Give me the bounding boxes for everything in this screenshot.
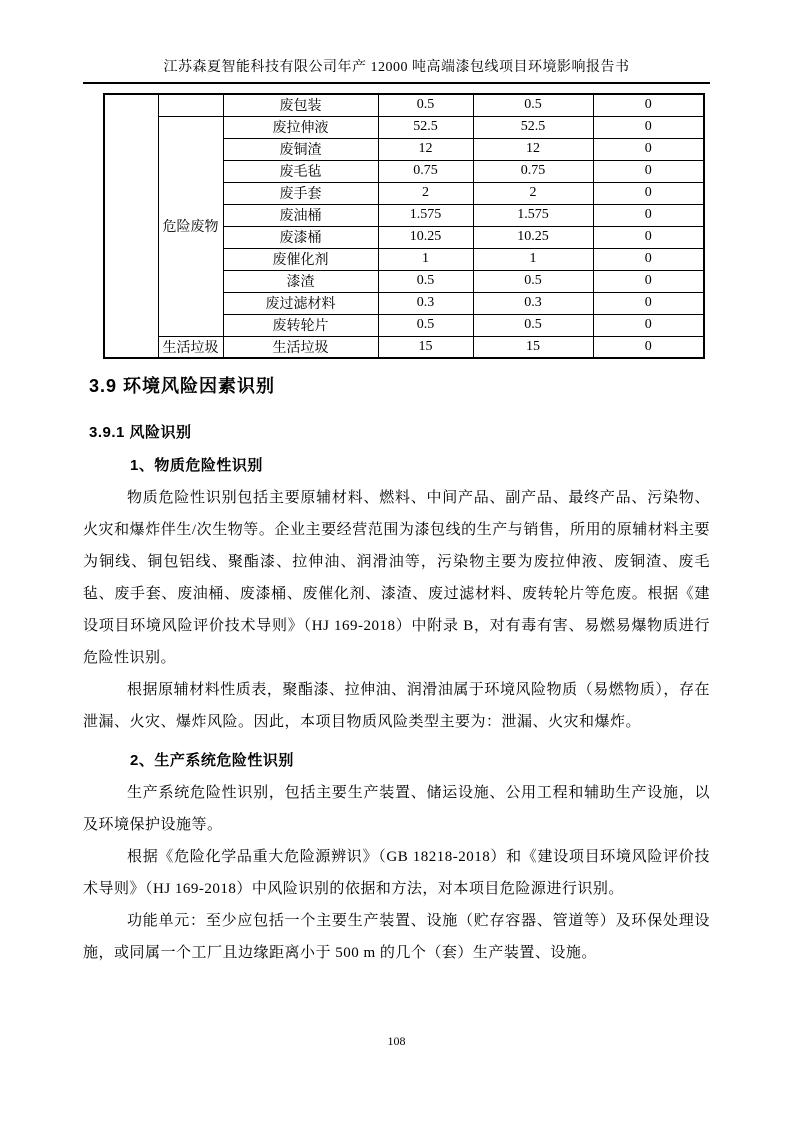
table-cell-value: 12 bbox=[378, 138, 473, 160]
table-cell-value: 2 bbox=[378, 182, 473, 204]
table-cell-item: 废拉伸液 bbox=[223, 116, 378, 138]
table-cell-value: 0.5 bbox=[378, 270, 473, 292]
table-cell-value: 0 bbox=[593, 182, 704, 204]
table-cell-value: 0.75 bbox=[378, 160, 473, 182]
table-cell-value: 0.5 bbox=[378, 314, 473, 336]
table-cell-value: 0.5 bbox=[378, 94, 473, 116]
table-cell-item: 废毛毡 bbox=[223, 160, 378, 182]
table-cell-category: 危险废物 bbox=[158, 116, 223, 336]
paragraph-production-system-1: 生产系统危险性识别，包括主要生产装置、储运设施、公用工程和辅助生产设施，以及环境保护设施等。 bbox=[83, 785, 710, 833]
table-cell-value: 1.575 bbox=[473, 204, 593, 226]
subheading-material-hazard: 1、物质危险性识别 bbox=[130, 457, 263, 474]
table-cell-value: 0.5 bbox=[473, 314, 593, 336]
table-cell-item: 废漆桶 bbox=[223, 226, 378, 248]
page-number: 108 bbox=[387, 1034, 406, 1048]
running-header-title: 江苏森夏智能科技有限公司年产 12000 吨高端漆包线项目环境影响报告书 bbox=[163, 60, 630, 75]
table-cell-value: 0 bbox=[593, 94, 704, 116]
table-cell-value: 0 bbox=[593, 116, 704, 138]
table-cell-value: 0.5 bbox=[473, 94, 593, 116]
table-cell-value: 1 bbox=[378, 248, 473, 270]
table-cell-item: 废包装 bbox=[223, 94, 378, 116]
paragraph-material-hazard-1: 物质危险性识别包括主要原辅材料、燃料、中间产品、副产品、最终产品、污染物、火灾和爆炸伴生/次生物等。企业主要经营范围为漆包线的生产与销售，所用的原辅材料主要为铜线、铜包铝线、聚酯漆、拉伸油、润滑油等，污染物主要为废拉伸液、废铜渣、废毛毡、废手套、废油桶、废漆桶、废催化剂、漆渣、废过滤材料、废转轮片等危废。根据《建设项目环境风险评价技术导则》（HJ 169-2018）中附录 B，对有毒有害、易燃易爆物质进行危险性识别。 bbox=[83, 490, 710, 666]
header-divider bbox=[83, 82, 710, 84]
table-cell-item: 废转轮片 bbox=[223, 314, 378, 336]
table-cell-value: 0 bbox=[593, 204, 704, 226]
table-cell-value: 0 bbox=[593, 138, 704, 160]
table-row bbox=[104, 116, 704, 138]
table-cell-item: 废过滤材料 bbox=[223, 292, 378, 314]
table-cell-category: 生活垃圾 bbox=[158, 336, 223, 358]
waste-disposal-table bbox=[103, 93, 705, 359]
paragraph-functional-unit: 功能单元：至少应包括一个主要生产装置、设施（贮存容器、管道等）及环保处理设施，或同属一个工厂且边缘距离小于 500 m 的几个（套）生产装置、设施。 bbox=[83, 913, 710, 961]
table-cell-item: 废催化剂 bbox=[223, 248, 378, 270]
table-cell-value: 2 bbox=[473, 182, 593, 204]
table-cell-value: 0.3 bbox=[378, 292, 473, 314]
table-cell-value: 12 bbox=[473, 138, 593, 160]
table-cell-value: 1 bbox=[473, 248, 593, 270]
table-cell-value: 10.25 bbox=[378, 226, 473, 248]
table-row bbox=[104, 94, 704, 116]
table-cell-item: 废铜渣 bbox=[223, 138, 378, 160]
section-heading-3-9: 3.9 环境风险因素识别 bbox=[89, 376, 276, 396]
table-cell-value: 10.25 bbox=[473, 226, 593, 248]
table-cell-value: 0 bbox=[593, 292, 704, 314]
table-cell-value: 15 bbox=[378, 336, 473, 358]
table-cell-value: 0 bbox=[593, 270, 704, 292]
table-cell-value: 15 bbox=[473, 336, 593, 358]
table-cell-value: 0 bbox=[593, 248, 704, 270]
table-cell-item: 废油桶 bbox=[223, 204, 378, 226]
paragraph-material-hazard-2: 根据原辅材料性质表，聚酯漆、拉伸油、润滑油属于环境风险物质（易燃物质），存在泄漏、火灾、爆炸风险。因此，本项目物质风险类型主要为：泄漏、火灾和爆炸。 bbox=[83, 682, 710, 730]
section-heading-3-9-1: 3.9.1 风险识别 bbox=[89, 424, 192, 441]
subheading-production-system-hazard: 2、生产系统危险性识别 bbox=[130, 752, 294, 769]
table-cell-value: 52.5 bbox=[473, 116, 593, 138]
table-cell-value: 0.3 bbox=[473, 292, 593, 314]
table-cell-value: 0.5 bbox=[473, 270, 593, 292]
table-cell-value: 0 bbox=[593, 314, 704, 336]
document-body bbox=[83, 374, 710, 969]
table-cell-value: 1.575 bbox=[378, 204, 473, 226]
table-cell-item: 生活垃圾 bbox=[223, 336, 378, 358]
table-cell-item: 漆渣 bbox=[223, 270, 378, 292]
table-cell-category-empty bbox=[158, 94, 223, 116]
table-cell-value: 52.5 bbox=[378, 116, 473, 138]
page-footer bbox=[0, 1034, 793, 1049]
table-cell-value: 0 bbox=[593, 226, 704, 248]
table-cell-value: 0 bbox=[593, 336, 704, 358]
paragraph-production-system-2: 根据《危险化学品重大危险源辨识》（GB 18218-2018）和《建设项目环境风险评价技术导则》（HJ 169-2018）中风险识别的依据和方法，对本项目危险源进行识别。 bbox=[83, 849, 710, 897]
table-cell-value: 0 bbox=[593, 160, 704, 182]
table-cell-value: 0.75 bbox=[473, 160, 593, 182]
table-cell-empty-spanner bbox=[104, 94, 158, 358]
table-cell-item: 废手套 bbox=[223, 182, 378, 204]
table-row bbox=[104, 336, 704, 358]
